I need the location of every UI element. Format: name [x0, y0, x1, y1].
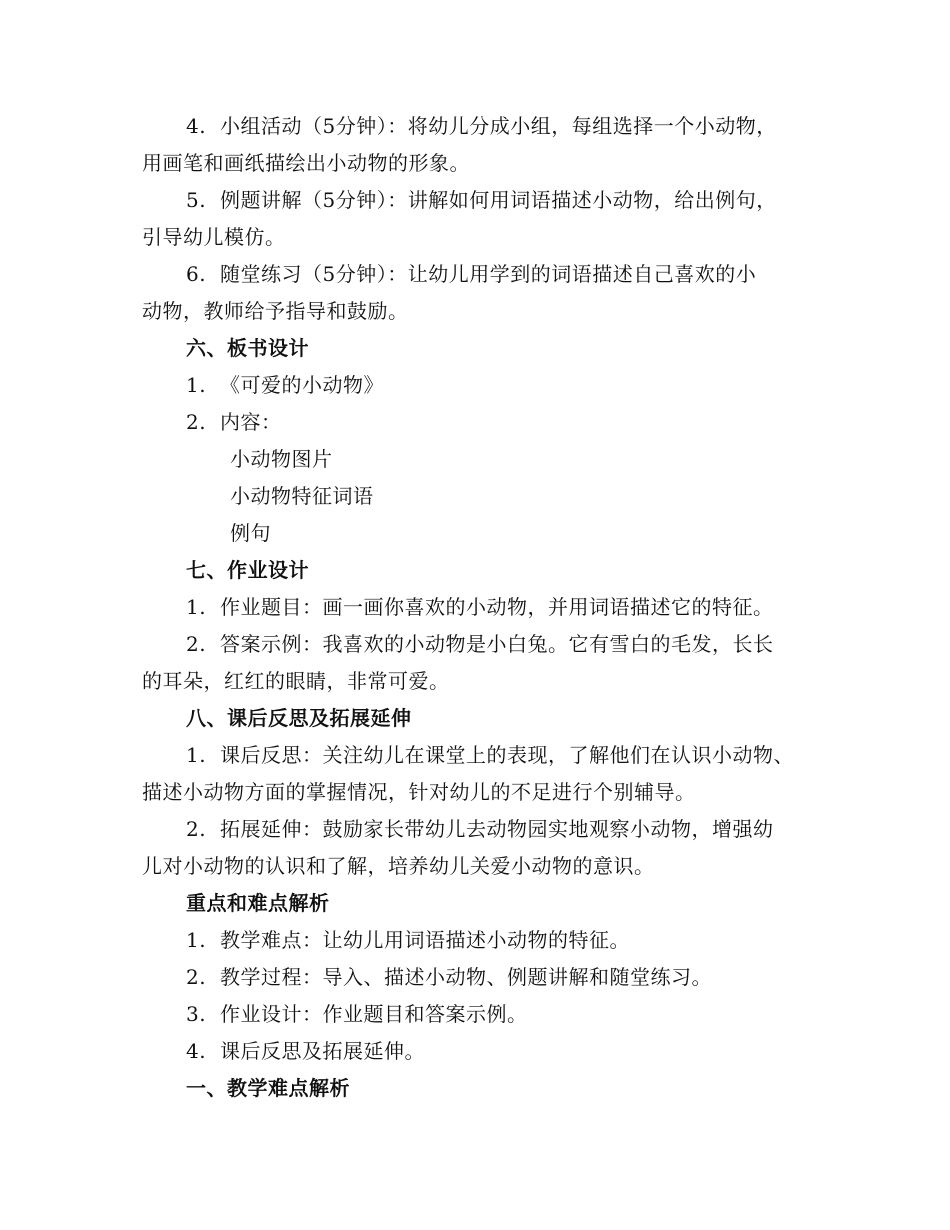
list-item — [142, 404, 822, 441]
list-item — [142, 737, 822, 774]
paragraph-continuation — [142, 145, 822, 182]
list-number: 4. — [186, 1039, 207, 1063]
paragraph-text: 描述小动物方面的掌握情况，针对幼儿的不足进行个别辅导。 — [142, 780, 696, 804]
sub-item: 小动物特征词语 — [230, 484, 374, 508]
list-number: 5. — [186, 188, 207, 212]
paragraph-text: 小组活动（5分钟）：将幼儿分成小组，每组选择一个小动物， — [220, 114, 777, 138]
section-heading: 一、教学难点解析 — [186, 1076, 350, 1100]
paragraph-text: 答案示例：我喜欢的小动物是小白兔。它有雪白的毛发，长长 — [220, 632, 774, 656]
paragraph-continuation — [142, 219, 822, 256]
list-item — [142, 922, 822, 959]
list-item — [142, 996, 822, 1033]
list-number: 2. — [186, 410, 207, 434]
paragraph-text: 内容： — [220, 410, 282, 434]
document-body — [142, 108, 822, 1107]
list-number: 3. — [186, 1002, 207, 1026]
paragraph-text: 用画笔和画纸描绘出小动物的形象。 — [142, 151, 470, 175]
paragraph-text: 例题讲解（5分钟）：讲解如何用词语描述小动物，给出例句， — [220, 188, 777, 212]
paragraph-text: 作业设计：作业题目和答案示例。 — [220, 1002, 528, 1026]
list-number: 1. — [186, 595, 207, 619]
list-item — [142, 626, 822, 663]
section-heading: 七、作业设计 — [186, 558, 309, 582]
list-item — [142, 1033, 822, 1070]
section-heading: 八、课后反思及拓展延伸 — [186, 706, 412, 730]
list-number: 1. — [186, 373, 207, 397]
list-number: 2. — [186, 632, 207, 656]
list-number: 4. — [186, 114, 207, 138]
paragraph-text: 《可爱的小动物》 — [220, 373, 384, 397]
list-number: 2. — [186, 965, 207, 989]
sub-item: 小动物图片 — [230, 447, 333, 471]
paragraph-continuation — [142, 774, 822, 811]
list-number: 1. — [186, 743, 207, 767]
paragraph-text: 儿对小动物的认识和了解，培养幼儿关爱小动物的意识。 — [142, 854, 655, 878]
paragraph-text: 拓展延伸：鼓励家长带幼儿去动物园实地观察小动物，增强幼 — [220, 817, 774, 841]
list-item — [142, 367, 822, 404]
paragraph-continuation — [142, 663, 822, 700]
list-item — [142, 256, 822, 293]
paragraph-text: 教学难点：让幼儿用词语描述小动物的特征。 — [220, 928, 630, 952]
paragraph-text: 随堂练习（5分钟）：让幼儿用学到的词语描述自己喜欢的小 — [220, 262, 757, 286]
list-item — [142, 182, 822, 219]
paragraph-text: 课后反思：关注幼儿在课堂上的表现，了解他们在认识小动物、 — [220, 743, 794, 767]
paragraph-text: 动物，教师给予指导和鼓励。 — [142, 299, 409, 323]
list-item — [142, 959, 822, 996]
paragraph-continuation — [142, 293, 822, 330]
paragraph-text: 课后反思及拓展延伸。 — [220, 1039, 425, 1063]
section-heading: 重点和难点解析 — [186, 891, 330, 915]
paragraph-text: 的耳朵，红红的眼睛，非常可爱。 — [142, 669, 450, 693]
paragraph-continuation — [142, 848, 822, 885]
sub-item: 例句 — [230, 521, 271, 545]
paragraph-text: 引导幼儿模仿。 — [142, 225, 286, 249]
list-item — [142, 589, 822, 626]
section-heading: 六、板书设计 — [186, 336, 309, 360]
paragraph-text: 作业题目：画一画你喜欢的小动物，并用词语描述它的特征。 — [220, 595, 774, 619]
list-number: 2. — [186, 817, 207, 841]
list-item — [142, 108, 822, 145]
list-number: 6. — [186, 262, 207, 286]
paragraph-text: 教学过程：导入、描述小动物、例题讲解和随堂练习。 — [220, 965, 712, 989]
list-item — [142, 811, 822, 848]
list-number: 1. — [186, 928, 207, 952]
